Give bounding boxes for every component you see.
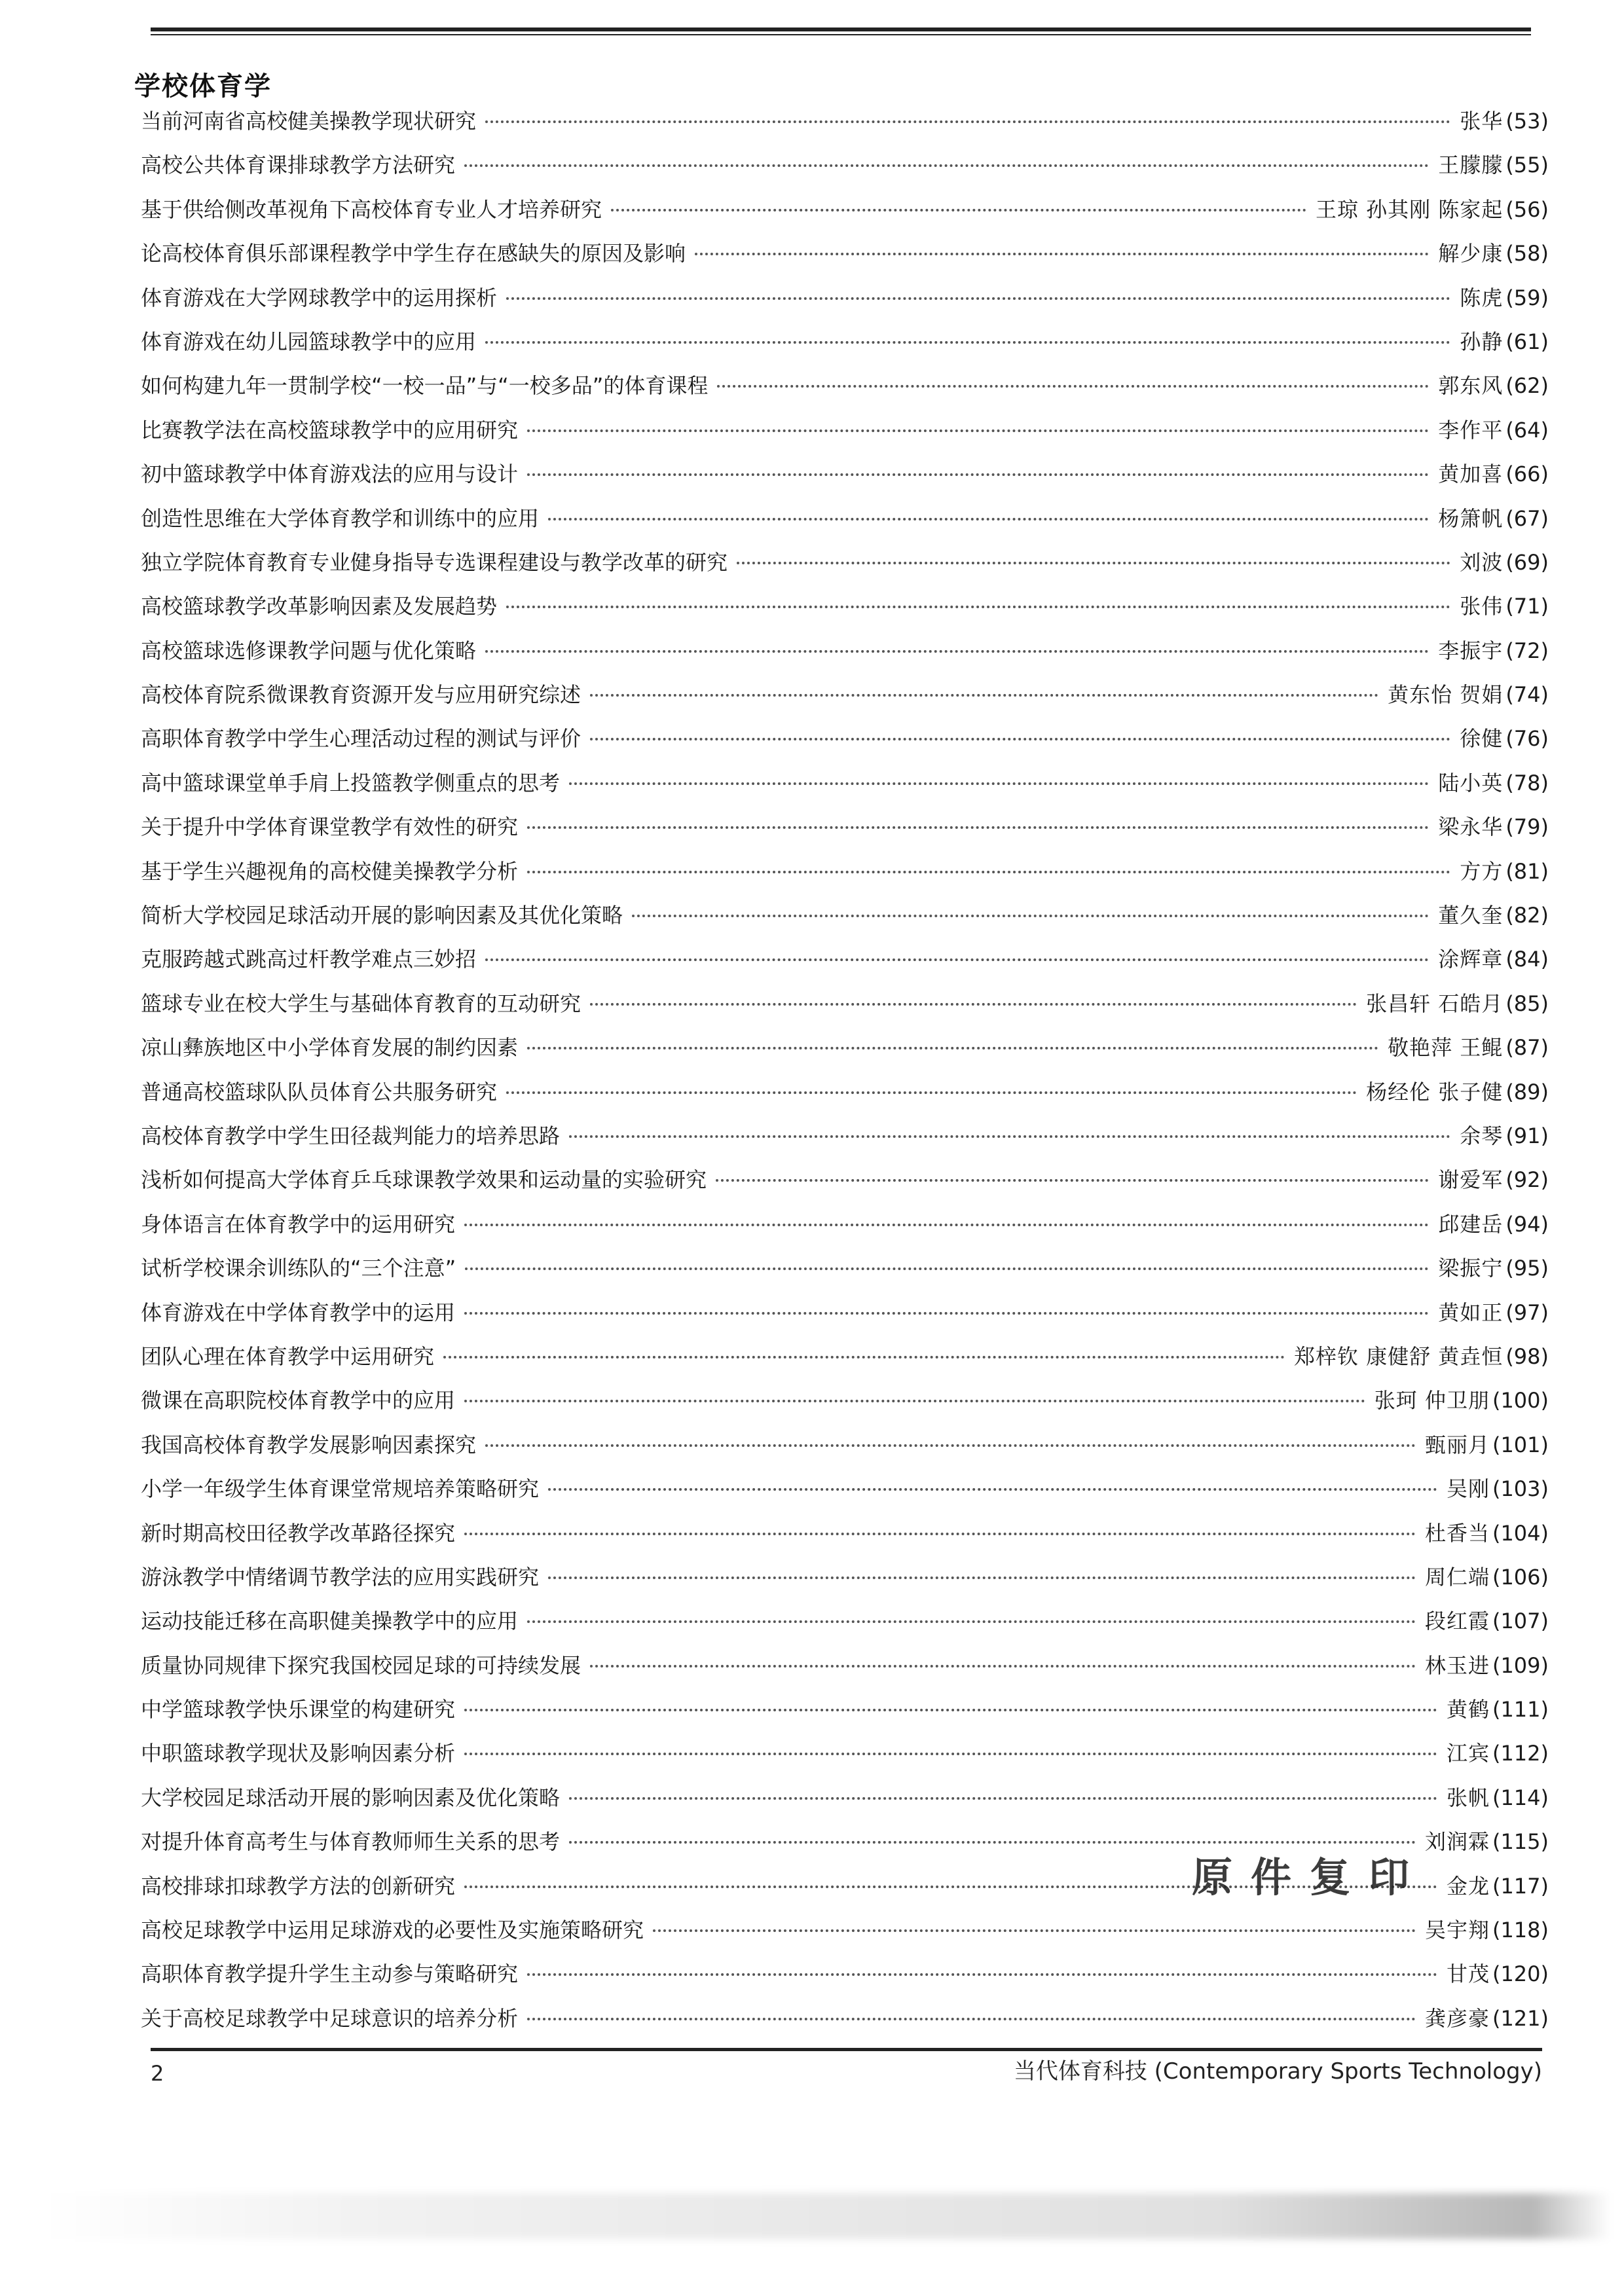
article-page: (109) <box>1492 1652 1549 1678</box>
article-author: 杜香当 <box>1424 1520 1490 1546</box>
page-number: 2 <box>151 2061 164 2086</box>
article-author: 黄如正 <box>1438 1300 1504 1325</box>
dot-leader <box>569 1797 1437 1800</box>
article-author: 金龙 <box>1446 1873 1490 1899</box>
dot-leader <box>527 826 1429 829</box>
article-title: 简析大学校园足球活动开展的影响因素及其优化策略 <box>141 903 623 928</box>
article-page: (120) <box>1492 1961 1549 1987</box>
toc-entry[interactable] <box>141 1158 1549 1202</box>
article-title: 创造性思维在大学体育教学和训练中的应用 <box>141 505 540 531</box>
dot-leader <box>527 429 1429 432</box>
article-title: 游泳教学中情绪调节教学法的应用实践研究 <box>141 1564 540 1590</box>
article-author: 黄鹤 <box>1446 1697 1490 1722</box>
toc-entry[interactable] <box>141 276 1549 320</box>
dot-leader <box>464 1753 1437 1755</box>
article-page: (104) <box>1492 1520 1549 1546</box>
toc-entry[interactable] <box>141 894 1549 938</box>
article-author: 董久奎 <box>1438 903 1504 928</box>
toc-entry[interactable] <box>141 717 1549 761</box>
article-author: 梁振宁 <box>1438 1256 1504 1281</box>
toc-entry[interactable] <box>141 364 1549 408</box>
toc-entry[interactable] <box>141 1335 1549 1379</box>
article-page: (118) <box>1492 1918 1549 1943</box>
article-title: 独立学院体育教育专业健身指导专选课程建设与教学改革的研究 <box>141 549 728 575</box>
article-author: 解少康 <box>1438 241 1504 266</box>
article-page: (62) <box>1505 373 1549 399</box>
article-author: 张华 <box>1460 109 1504 134</box>
toc-entry[interactable] <box>141 1114 1549 1158</box>
article-title: 高校体育院系微课教育资源开发与应用研究综述 <box>141 682 581 708</box>
dot-leader <box>527 871 1450 873</box>
article-page: (76) <box>1505 726 1549 752</box>
toc-entry[interactable] <box>141 1908 1549 1952</box>
article-author: 涂辉章 <box>1438 947 1504 972</box>
dot-leader <box>485 120 1450 123</box>
article-title: 大学校园足球活动开展的影响因素及优化策略 <box>141 1785 561 1810</box>
article-page: (67) <box>1505 505 1549 531</box>
article-title: 试析学校课余训练队的“三个注意” <box>141 1256 456 1281</box>
article-page: (115) <box>1492 1829 1549 1855</box>
article-title: 我国高校体育教学发展影响因素探究 <box>141 1432 477 1457</box>
article-page: (61) <box>1505 329 1549 354</box>
toc-entry[interactable] <box>141 409 1549 452</box>
article-page: (53) <box>1505 109 1549 134</box>
article-title: 中职篮球教学现状及影响因素分析 <box>141 1741 456 1766</box>
toc-entry[interactable] <box>141 1291 1549 1335</box>
article-title: 高校公共体育课排球教学方法研究 <box>141 153 456 178</box>
article-page: (103) <box>1492 1476 1549 1502</box>
article-title: 高校体育教学中学生田径裁判能力的培养思路 <box>141 1123 561 1148</box>
dot-leader <box>548 1576 1416 1579</box>
toc-entry[interactable] <box>141 1644 1549 1688</box>
article-page: (69) <box>1505 549 1549 575</box>
article-author: 甄丽月 <box>1424 1432 1490 1457</box>
dot-leader <box>464 1709 1437 1711</box>
article-page: (56) <box>1505 196 1549 222</box>
article-title: 基于供给侧改革视角下高校体育专业人才培养研究 <box>141 196 602 222</box>
article-title: 高校足球教学中运用足球游戏的必要性及实施策略研究 <box>141 1918 644 1943</box>
bottom-rule <box>151 2048 1542 2051</box>
article-page: (66) <box>1505 462 1549 487</box>
article-author: 郭东风 <box>1438 373 1504 399</box>
article-title: 运动技能迁移在高职健美操教学中的应用 <box>141 1609 519 1634</box>
article-title: 篮球专业在校大学生与基础体育教育的互动研究 <box>141 991 581 1016</box>
toc-entry[interactable] <box>141 1026 1549 1070</box>
article-title: 初中篮球教学中体育游戏法的应用与设计 <box>141 462 519 487</box>
article-author: 吴刚 <box>1446 1476 1490 1502</box>
toc-entry[interactable] <box>141 805 1549 849</box>
article-title: 身体语言在体育教学中的运用研究 <box>141 1211 456 1237</box>
article-title: 如何构建九年一贯制学校“一校一品”与“一校多品”的体育课程 <box>141 373 709 399</box>
dot-leader <box>717 385 1429 388</box>
article-author: 段红霞 <box>1424 1609 1490 1634</box>
toc-entry[interactable] <box>141 1997 1549 2041</box>
dot-leader <box>737 562 1450 564</box>
article-author: 孙静 <box>1460 329 1504 354</box>
article-page: (100) <box>1492 1388 1549 1413</box>
article-page: (79) <box>1505 814 1549 840</box>
article-author: 林玉进 <box>1424 1652 1490 1678</box>
article-author: 徐健 <box>1460 726 1504 752</box>
article-page: (81) <box>1505 858 1549 884</box>
toc-entry[interactable] <box>141 1203 1549 1247</box>
dot-leader <box>716 1179 1429 1182</box>
article-title: 浅析如何提高大学体育乒乓球课教学效果和运动量的实验研究 <box>141 1167 707 1193</box>
article-title: 基于学生兴趣视角的高校健美操教学分析 <box>141 858 519 884</box>
toc-entry[interactable] <box>141 1423 1549 1467</box>
article-page: (64) <box>1505 417 1549 443</box>
article-author: 吴宇翔 <box>1424 1918 1490 1943</box>
dot-leader <box>506 606 1450 608</box>
dot-leader <box>485 958 1429 961</box>
dot-leader <box>485 341 1450 344</box>
article-title: 关于提升中学体育课堂教学有效性的研究 <box>141 814 519 840</box>
top-rule <box>151 27 1531 35</box>
article-page: (106) <box>1492 1564 1549 1590</box>
toc-entry[interactable] <box>141 541 1549 585</box>
dot-leader <box>464 1312 1429 1315</box>
article-title: 高校篮球教学改革影响因素及发展趋势 <box>141 594 498 619</box>
article-title: 关于高校足球教学中足球意识的培养分析 <box>141 2005 519 2031</box>
article-title: 体育游戏在幼儿园篮球教学中的应用 <box>141 329 477 354</box>
dot-leader <box>485 1444 1416 1447</box>
toc-entry[interactable] <box>141 1247 1549 1290</box>
dot-leader <box>569 1841 1416 1844</box>
dot-leader <box>527 1620 1416 1623</box>
article-author: 张帆 <box>1446 1785 1490 1810</box>
article-title: 克服跨越式跳高过杆教学难点三妙招 <box>141 947 477 972</box>
article-page: (101) <box>1492 1432 1549 1457</box>
toc-entry[interactable] <box>141 100 1549 143</box>
journal-name: 当代体育科技 (Contemporary Sports Technology) <box>1013 2058 1542 2085</box>
article-author: 张珂 仲卫朋 <box>1374 1388 1490 1413</box>
article-page: (87) <box>1505 1035 1549 1061</box>
dot-leader <box>569 782 1429 785</box>
article-page: (84) <box>1505 947 1549 972</box>
dot-leader <box>590 1665 1416 1667</box>
article-author: 梁永华 <box>1438 814 1504 840</box>
dot-leader <box>443 1356 1285 1358</box>
dot-leader <box>464 1400 1365 1402</box>
dot-leader <box>506 1091 1357 1094</box>
dot-leader <box>527 2018 1416 2020</box>
table-of-contents <box>141 100 1549 2041</box>
dot-leader <box>590 694 1378 697</box>
toc-entry[interactable] <box>141 1512 1549 1556</box>
dot-leader <box>527 473 1429 476</box>
article-author: 方方 <box>1460 858 1504 884</box>
toc-entry[interactable] <box>141 585 1549 629</box>
dot-leader <box>590 738 1450 740</box>
article-page: (94) <box>1505 1211 1549 1237</box>
article-author: 甘茂 <box>1446 1961 1490 1987</box>
article-title: 高职体育教学中学生心理活动过程的测试与评价 <box>141 726 581 752</box>
dot-leader <box>569 1135 1450 1138</box>
article-title: 凉山彝族地区中小学体育发展的制约因素 <box>141 1035 519 1061</box>
toc-entry[interactable] <box>141 1776 1549 1820</box>
article-author: 余琴 <box>1460 1123 1504 1148</box>
article-page: (114) <box>1492 1785 1549 1810</box>
article-author: 张昌轩 石皓月 <box>1366 991 1504 1016</box>
toc-entry[interactable] <box>141 850 1549 894</box>
article-title: 体育游戏在大学网球教学中的运用探析 <box>141 285 498 310</box>
article-title: 新时期高校田径教学改革路径探究 <box>141 1520 456 1546</box>
article-page: (78) <box>1505 770 1549 795</box>
dot-leader <box>632 915 1429 917</box>
article-page: (92) <box>1505 1167 1549 1193</box>
article-author: 江宾 <box>1446 1741 1490 1766</box>
article-page: (74) <box>1505 682 1549 708</box>
article-author: 陈虎 <box>1460 285 1504 310</box>
article-page: (112) <box>1492 1741 1549 1766</box>
article-author: 张伟 <box>1460 594 1504 619</box>
article-title: 比赛教学法在高校篮球教学中的应用研究 <box>141 417 519 443</box>
article-page: (59) <box>1505 285 1549 310</box>
dot-leader <box>695 253 1429 255</box>
article-page: (55) <box>1505 153 1549 178</box>
article-title: 高中篮球课堂单手肩上投篮教学侧重点的思考 <box>141 770 561 795</box>
article-page: (85) <box>1505 991 1549 1016</box>
article-title: 论高校体育俱乐部课程教学中学生存在感缺失的原因及影响 <box>141 241 686 266</box>
article-author: 王朦朦 <box>1438 153 1504 178</box>
toc-entry[interactable] <box>141 1732 1549 1776</box>
dot-leader <box>485 650 1429 653</box>
article-author: 黄加喜 <box>1438 462 1504 487</box>
toc-entry[interactable] <box>141 1952 1549 1996</box>
toc-entry[interactable] <box>141 1070 1549 1114</box>
toc-entry[interactable] <box>141 188 1549 232</box>
article-page: (121) <box>1492 2005 1549 2031</box>
article-page: (98) <box>1505 1343 1549 1369</box>
article-page: (89) <box>1505 1079 1549 1104</box>
copy-stamp: 原件复印 <box>1192 1853 1428 1901</box>
toc-entry[interactable] <box>141 143 1549 187</box>
article-author: 郑梓钦 康健舒 黄垚恒 <box>1293 1343 1504 1369</box>
dot-leader <box>527 1973 1437 1976</box>
article-title: 高校篮球选修课教学问题与优化策略 <box>141 638 477 663</box>
article-title: 体育游戏在中学体育教学中的运用 <box>141 1300 456 1325</box>
toc-entry[interactable] <box>141 938 1549 981</box>
dot-leader <box>548 518 1429 520</box>
article-author: 谢爱军 <box>1438 1167 1504 1193</box>
article-page: (117) <box>1492 1873 1549 1899</box>
scan-smudge <box>39 2193 1611 2239</box>
toc-entry[interactable] <box>141 982 1549 1026</box>
toc-entry[interactable] <box>141 1688 1549 1732</box>
dot-leader <box>464 1224 1429 1226</box>
toc-entry[interactable] <box>141 629 1549 673</box>
article-author: 王琼 孙其刚 陈家起 <box>1315 196 1504 222</box>
article-page: (91) <box>1505 1123 1549 1148</box>
article-author: 李振宇 <box>1438 638 1504 663</box>
dot-leader <box>527 1047 1378 1049</box>
article-page: (71) <box>1505 594 1549 619</box>
article-title: 高职体育教学提升学生主动参与策略研究 <box>141 1961 519 1987</box>
toc-entry[interactable] <box>141 761 1549 805</box>
toc-entry[interactable] <box>141 1467 1549 1511</box>
toc-entry[interactable] <box>141 232 1549 276</box>
article-title: 对提升体育高考生与体育教师师生关系的思考 <box>141 1829 561 1855</box>
article-author: 刘波 <box>1460 549 1504 575</box>
dot-leader <box>611 209 1306 211</box>
article-author: 龚彦豪 <box>1424 2005 1490 2031</box>
dot-leader <box>506 297 1450 300</box>
article-title: 质量协同规律下探究我国校园足球的可持续发展 <box>141 1652 581 1678</box>
article-title: 团队心理在体育教学中运用研究 <box>141 1343 435 1369</box>
article-author: 李作平 <box>1438 417 1504 443</box>
article-author: 邱建岳 <box>1438 1211 1504 1237</box>
article-page: (72) <box>1505 638 1549 663</box>
dot-leader <box>548 1488 1437 1491</box>
article-title: 高校排球扣球教学方法的创新研究 <box>141 1873 456 1899</box>
article-author: 周仁端 <box>1424 1564 1490 1590</box>
toc-entry[interactable] <box>141 1599 1549 1643</box>
dot-leader <box>590 1003 1357 1006</box>
article-page: (97) <box>1505 1300 1549 1325</box>
toc-entry[interactable] <box>141 320 1549 364</box>
article-page: (111) <box>1492 1697 1549 1722</box>
toc-entry[interactable] <box>141 1556 1549 1599</box>
article-title: 微课在高职院校体育教学中的应用 <box>141 1388 456 1413</box>
article-page: (58) <box>1505 241 1549 266</box>
toc-entry[interactable] <box>141 1379 1549 1423</box>
dot-leader <box>465 1267 1429 1270</box>
toc-entry[interactable] <box>141 497 1549 541</box>
article-title: 中学篮球教学快乐课堂的构建研究 <box>141 1697 456 1722</box>
article-author: 杨箫帆 <box>1438 505 1504 531</box>
section-title: 学校体育学 <box>134 71 272 101</box>
article-author: 敬艳萍 王鲲 <box>1388 1035 1504 1061</box>
article-page: (95) <box>1505 1256 1549 1281</box>
article-title: 小学一年级学生体育课堂常规培养策略研究 <box>141 1476 540 1502</box>
toc-entry[interactable] <box>141 673 1549 717</box>
toc-entry[interactable] <box>141 452 1549 496</box>
article-author: 杨经伦 张子健 <box>1366 1079 1504 1104</box>
article-page: (107) <box>1492 1609 1549 1634</box>
article-page: (82) <box>1505 903 1549 928</box>
dot-leader <box>464 1533 1416 1535</box>
article-title: 当前河南省高校健美操教学现状研究 <box>141 109 477 134</box>
article-author: 陆小英 <box>1438 770 1504 795</box>
article-author: 刘润霖 <box>1424 1829 1490 1855</box>
dot-leader <box>464 164 1429 167</box>
dot-leader <box>653 1929 1416 1932</box>
article-author: 黄东怡 贺娟 <box>1388 682 1504 708</box>
article-title: 普通高校篮球队队员体育公共服务研究 <box>141 1079 498 1104</box>
